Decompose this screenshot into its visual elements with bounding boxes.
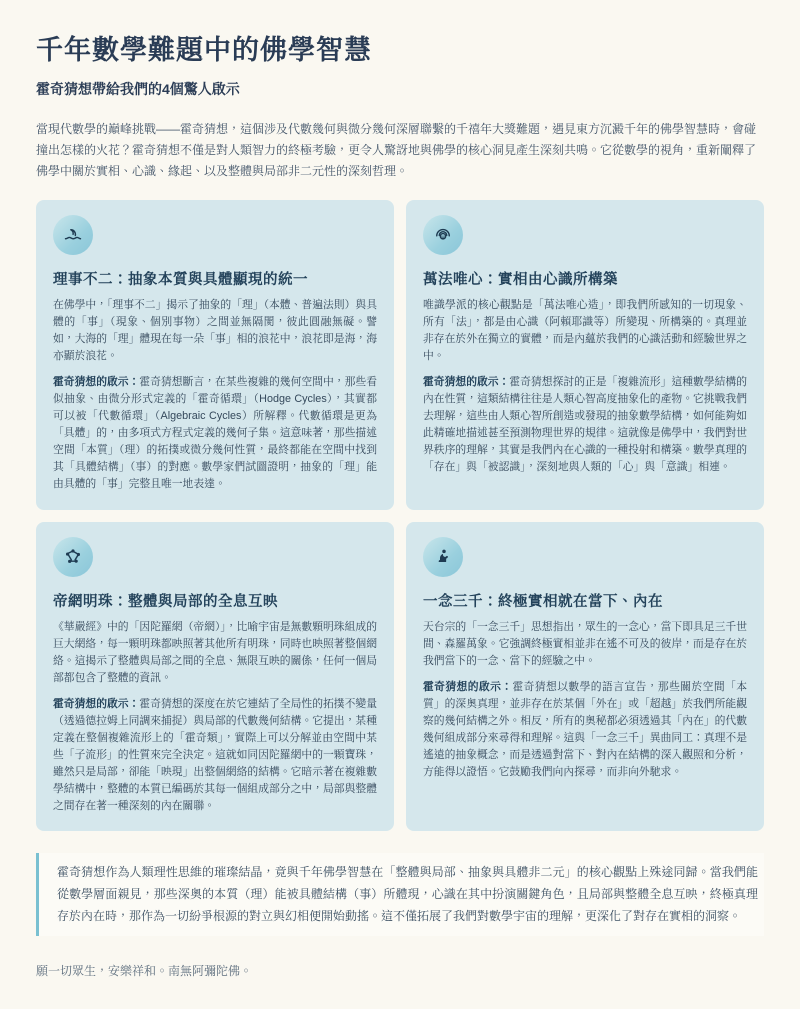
insight-card-grid (36, 200, 764, 831)
summary-quote: 霍奇猜想作為人類理性思維的璀璨結晶，竟與千年佛學智慧在「整體與局部、抽象與具體非二元」的核心觀點上殊途同歸。當我們能從數學層面親見，那些深奧的本質（理）能被具體結構（事）所體現，心識在其中扮演關鍵角色，且局部與整體全息互映，終極真理存於內在時，那作為一切紛爭根源的對立與幻相便開始動搖。這不僅拓展了我們對數學宇宙的理解，更深化了對存在實相的洞察。 (36, 853, 764, 936)
page-title: 千年數學難題中的佛學智慧 (36, 35, 372, 65)
kneeling-prayer-icon (423, 537, 463, 577)
card-title: 理事不二：抽象本質與具體顯現的統一 (53, 272, 308, 288)
card-body: 唯識學派的核心觀點是「萬法唯心造」，即我們所感知的一切現象、所有「法」，都是由心識（阿賴耶識等）所變現、所構築的。真理並非存在於外在獨立的實體，而是內蘊於我們的心識活動和經驗世界之中。 (423, 299, 747, 363)
card-insight (53, 374, 377, 493)
closing-blessing: 願一切眾生，安樂祥和。南無阿彌陀佛。 (36, 963, 253, 978)
card-body: 天台宗的「一念三千」思想指出，眾生的一念心，當下即具足三千世間、森羅萬象。它強調終極實相並非在遙不可及的彼岸，而是存在於我們當下的一念、當下的經驗之中。 (423, 620, 747, 667)
card-title: 一念三千：終極實相就在當下、內在 (423, 593, 663, 610)
card-wan-fa-wei-xin (406, 200, 764, 510)
card-title: 萬法唯心：實相由心識所構築 (423, 272, 618, 288)
page-subtitle: 霍奇猜想帶給我們的4個驚人啟示 (36, 81, 240, 97)
insight-lead-label: 霍奇猜想的啟示： (53, 697, 140, 710)
insight-lead-label: 霍奇猜想的啟示： (423, 680, 513, 693)
card-insight (423, 374, 747, 476)
card-di-wang-ming-zhu (36, 522, 394, 832)
card-li-shi-bu-er (36, 200, 394, 510)
card-yi-nian-san-qian (406, 522, 764, 832)
insight-text: 霍奇猜想探討的正是「複雜流形」這種數學結構的內在性質，這類結構往往是人類心智高度抽象化的產物。它挑戰我們去理解，這些由人類心智所創造或發現的抽象數學結構，如何能夠如此精確地描述甚至預測物理世界的規律。這就像是佛學中，我們對世界秩序的理解，其實是我們內在心識的一種投射和構築。數學真理的「存在」與「被認識」，深刻地與人類的「心」與「意識」相連。 (423, 376, 748, 474)
insight-lead-label: 霍奇猜想的啟示： (53, 376, 140, 389)
card-insight (423, 679, 747, 781)
card-title: 帝網明珠：整體與局部的全息互映 (53, 593, 278, 610)
insight-lead-label: 霍奇猜想的啟示： (423, 376, 510, 389)
card-body: 《華嚴經》中的「因陀羅網（帝網）」，比喻宇宙是無數顆明珠組成的巨大網絡，每一顆明珠都映照著其他所有明珠，同時也映照著整個網絡。這揭示了整體與局部之間的全息、無限互映的關係，任何一個局部都包含了整體的資訊。 (53, 620, 377, 684)
insight-text: 霍奇猜想斷言，在某些複雜的幾何空間中，那些看似抽象、由微分形式定義的「霍奇循環」（Hodge Cycles），其實都可以被「代數循環」（Algebraic Cycles）所解釋。代數循環是更為「具體」的，由多項式方程式定義的幾何子集。這意味著，那些描述空間「本質」（理）的拓撲或微分幾何性質，最終都能在空間中找到其「具體結構」（事）的對應。數學家們試圖證明，抽象的「理」能由具體的「事」完整且唯一地表達。 (53, 376, 378, 491)
card-body: 在佛學中，「理事不二」揭示了抽象的「理」（本體、普遍法則）與具體的「事」（現象、個別事物）之間並無隔閡，彼此圓融無礙。譬如，大海的「理」體現在每一朵「事」相的浪花中，浪花即是海，海亦顯於浪花。 (53, 299, 377, 363)
wave-icon (53, 215, 93, 255)
card-insight (53, 696, 377, 815)
insight-text: 霍奇猜想以數學的語言宣告，那些關於空間「本質」的深奧真理，並非存在於某個「外在」或「超越」於我們所能觀察的幾何結構之外。相反，所有的奧秘都必須透過其「內在」的代數幾何組成部分來尋得和理解。這與「一念三千」異曲同工：真理不是遙遠的抽象概念，而是透過對當下、對內在結構的深入觀照和分析，方能得以證悟。它鼓勵我們向內探尋，而非向外馳求。 (423, 680, 748, 778)
network-icon (53, 537, 93, 577)
buddha-mind-icon (423, 215, 463, 255)
intro-paragraph: 當現代數學的巔峰挑戰——霍奇猜想，這個涉及代數幾何與微分幾何深層聯繫的千禧年大獎難題，遇見東方沉澱千年的佛學智慧時，會碰撞出怎樣的火花？霍奇猜想不僅是對人類智力的終極考驗，更令人驚訝地與佛學的核心洞見產生深刻共鳴。它從數學的視角，重新闡釋了佛學中關於實相、心識、緣起、以及整體與局部非二元性的深刻哲理。 (36, 122, 757, 178)
insight-text: 霍奇猜想的深度在於它連結了全局性的拓撲不變量（透過德拉姆上同調來捕捉）與局部的代數幾何結構。它提出，某種定義在整個複雜流形上的「霍奇類」，實際上可以分解並由空間中某些「子流形」的性質來完全決定。這就如同因陀羅網中的一顆寶珠，雖然只是局部，卻能「映現」出整個網絡的結構。它暗示著在複雜數學結構中，整體的本質已編碼於其每一個組成部分之中，局部與整體之間存在著一種深刻的內在關聯。 (53, 697, 378, 812)
